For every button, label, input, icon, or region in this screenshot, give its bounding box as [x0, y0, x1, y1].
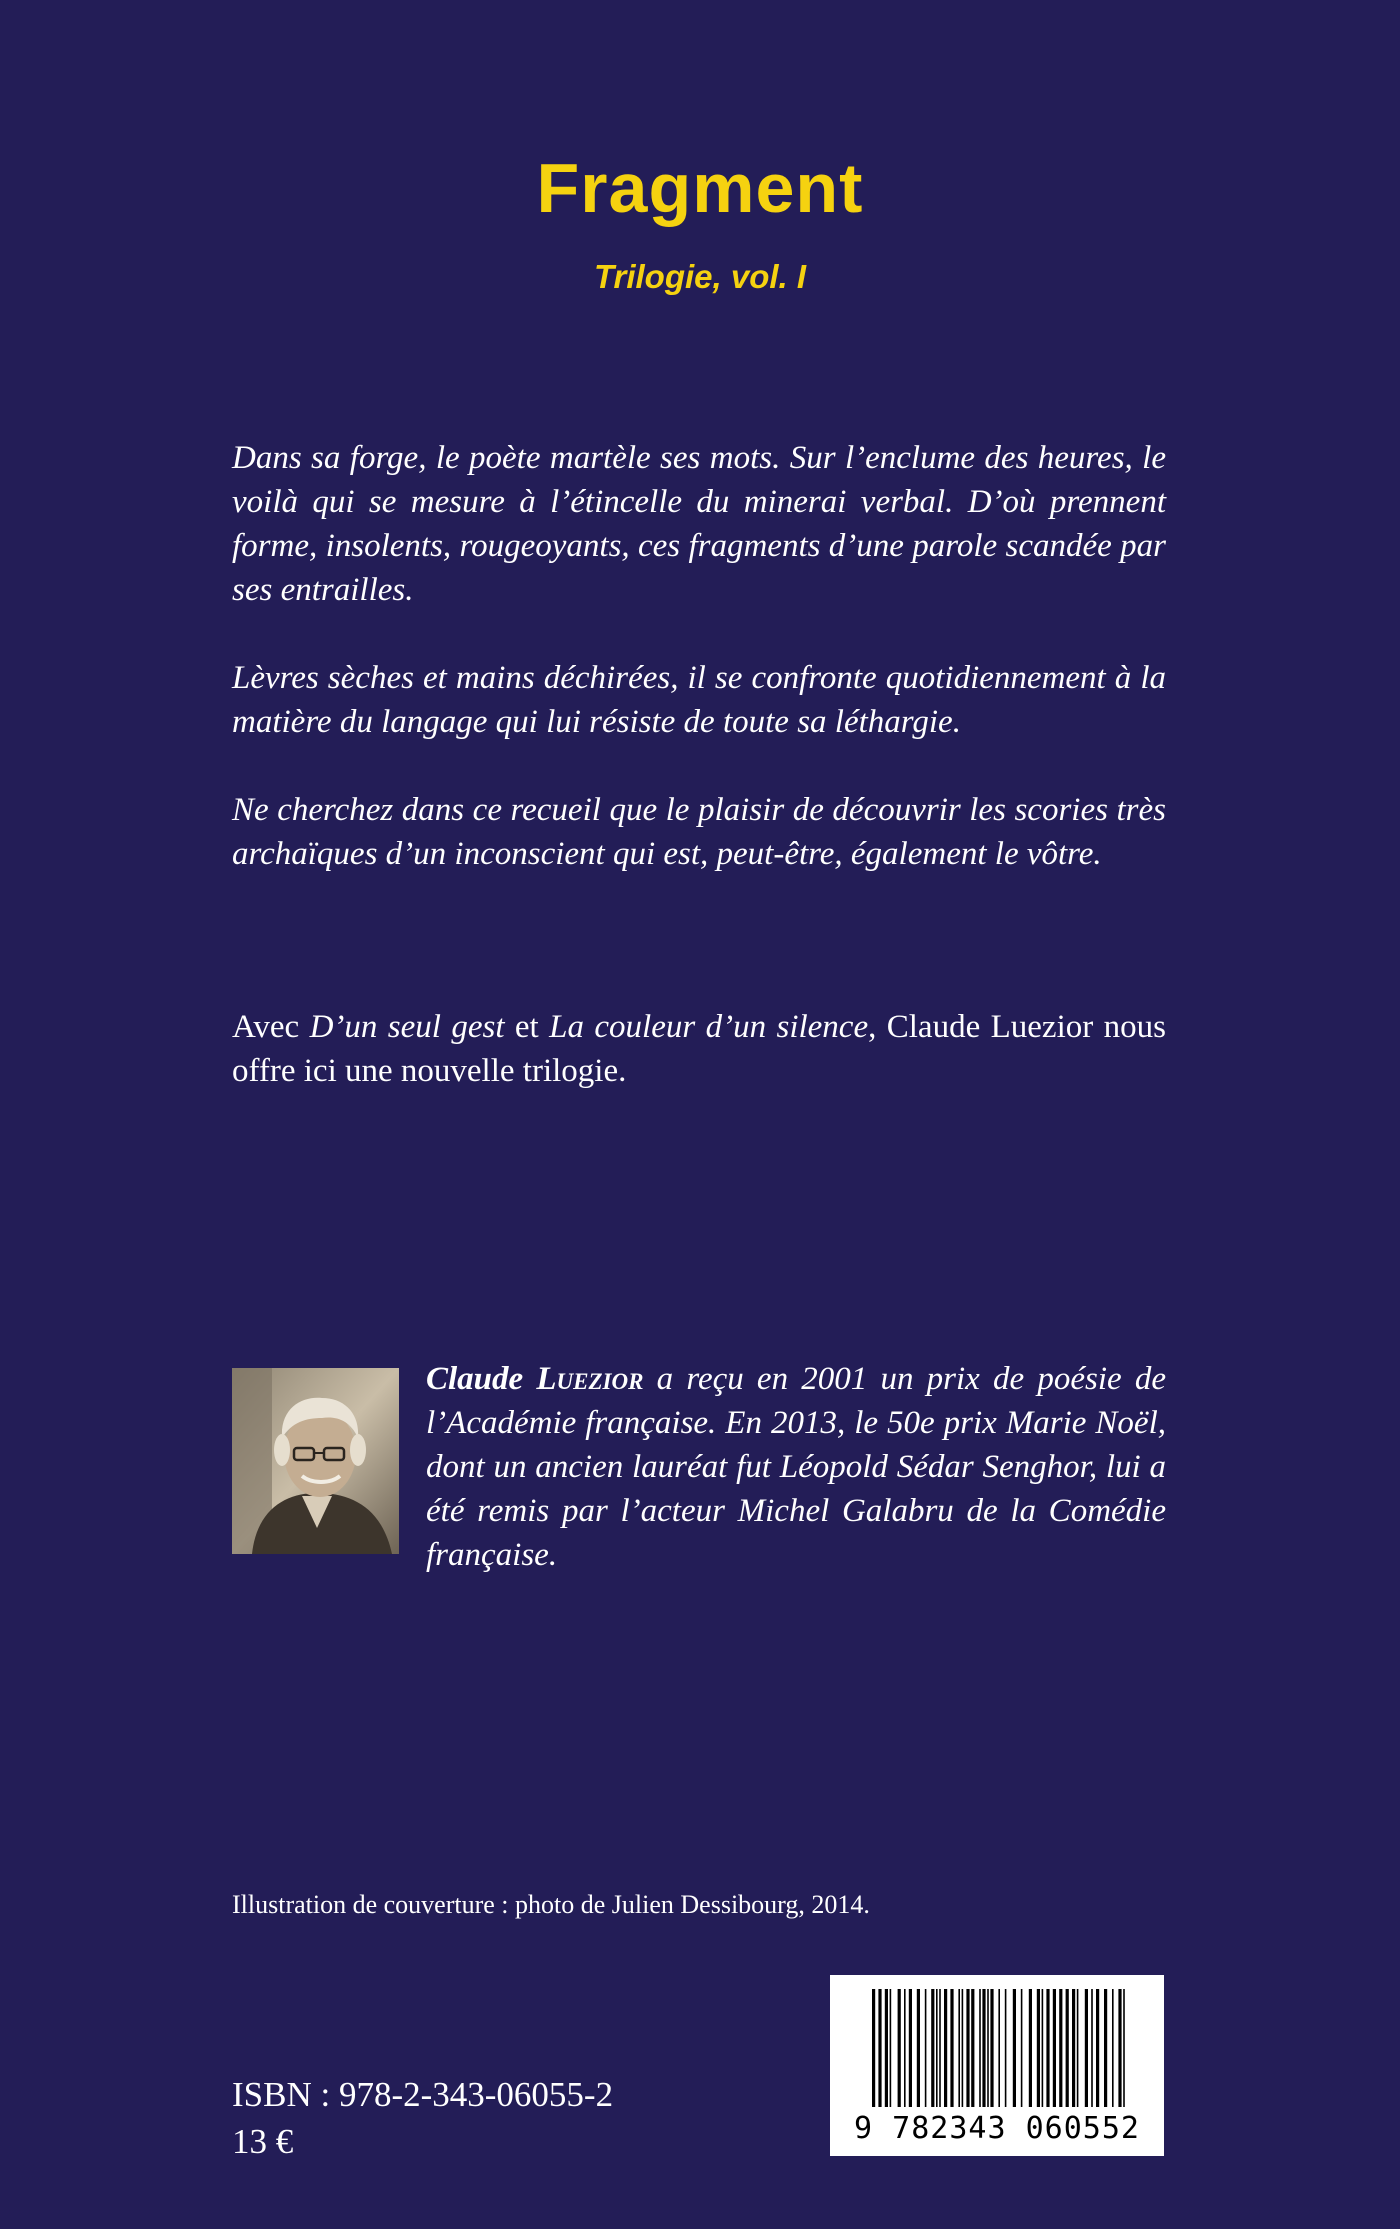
barcode-bar [878, 1989, 881, 2107]
blurb-paragraph: Ne cherchez dans ce recueil que le plaisir de découvrir les scories très archaïques d’un inconscient qui est, peut-être, également le vôtre. [232, 792, 1166, 872]
barcode-bar [885, 1989, 888, 2107]
trilogy-work-title: La couleur d’un silence [549, 1009, 869, 1045]
barcode-bar [958, 1989, 960, 2107]
author-portrait-image [232, 1368, 399, 1554]
barcode-bar [987, 1989, 989, 2107]
barcode-bar [966, 1989, 969, 2107]
barcode-bar [1013, 1989, 1016, 2107]
book-title: Fragment [536, 149, 864, 227]
blurb-paragraph: Dans sa forge, le poète martèle ses mots. Sur l’enclume des heures, le voilà qui se mesure à l’étincelle du minerai verbal. D’où prennent forme, insolents, rougeoyants, ces fragments d’une parole scandée par ses entrailles. [232, 440, 1166, 608]
barcode-bar [936, 1989, 938, 2107]
trilogy-note-middle: et [504, 1009, 550, 1045]
author-first-name: Claude [426, 1361, 537, 1397]
price: 13 € [232, 2122, 294, 2161]
barcode-bar [872, 1989, 875, 2107]
author-photo [232, 1368, 399, 1554]
trilogy-work-title: D’un seul gest [309, 1009, 505, 1045]
barcode-bar [1096, 1989, 1099, 2107]
trilogy-note [232, 1005, 1166, 1093]
barcode-bar [1029, 1989, 1032, 2107]
barcode-bar [1091, 1989, 1093, 2107]
barcode-bar [909, 1989, 912, 2107]
barcode-bar [1066, 1989, 1069, 2107]
barcode-bar [962, 1989, 964, 2107]
barcode-bar [1042, 1989, 1044, 2107]
trilogy-note-prefix: Avec [232, 1009, 310, 1045]
barcode-bar [939, 1989, 941, 2107]
author-bio [426, 1357, 1166, 1577]
author-last-name: Luezior [536, 1361, 644, 1397]
barcode-bar [917, 1989, 920, 2107]
barcode-bar [1123, 1989, 1125, 2107]
barcode-bar [1104, 1989, 1107, 2107]
barcode-bar [904, 1989, 906, 2107]
trilogy-note-suffix: , Claude Luezior nous offre ici une nouvelle trilogie. [232, 1009, 1166, 1089]
barcode-bar [1046, 1989, 1049, 2107]
barcode-bar [950, 1989, 953, 2107]
barcode-bar [1085, 1989, 1088, 2107]
barcode-bar [1021, 1989, 1023, 2107]
barcode-bar [925, 1989, 927, 2107]
book-subtitle: Trilogie, vol. I [593, 258, 807, 295]
cover-credit: Illustration de couverture : photo de Julien Dessibourg, 2014. [232, 1890, 870, 1919]
barcode-bar [944, 1989, 947, 2107]
barcode-bar [1005, 1989, 1007, 2107]
blurb-paragraph: Lèvres sèches et mains déchirées, il se confronte quotidiennement à la matière du langage qui lui résiste de toute sa léthargie. [232, 660, 1166, 740]
barcode-bar [1112, 1989, 1114, 2107]
barcode-digits: 9 782343 060552 [854, 2111, 1140, 2146]
barcode-bar [1118, 1989, 1121, 2107]
barcode [830, 1975, 1164, 2156]
barcode-bar [1059, 1989, 1062, 2107]
barcode-bar [998, 1989, 1000, 2107]
barcode-bar [982, 1989, 985, 2107]
barcode-bar [979, 1989, 981, 2107]
barcode-bar [1053, 1989, 1056, 2107]
barcode-bar [990, 1989, 993, 2107]
barcode-bar [971, 1989, 974, 2107]
barcode-bar [1072, 1989, 1075, 2107]
barcode-bar [1037, 1989, 1040, 2107]
author-bio-text: a reçu en 2001 un prix de poésie de l’Académie française. En 2013, le 50e prix Marie Noël, dont un ancien lauréat fut Léopold Sédar Senghor, lui a été remis par l’acteur Michel Galabru de la Comédie française. [426, 1361, 1166, 1573]
barcode-bar [898, 1989, 901, 2107]
isbn: ISBN : 978-2-343-06055-2 [232, 2075, 614, 2114]
barcode-bar [931, 1989, 934, 2107]
barcode-bar [1077, 1989, 1079, 2107]
author-name [426, 1361, 643, 1397]
barcode-bar [890, 1989, 892, 2107]
